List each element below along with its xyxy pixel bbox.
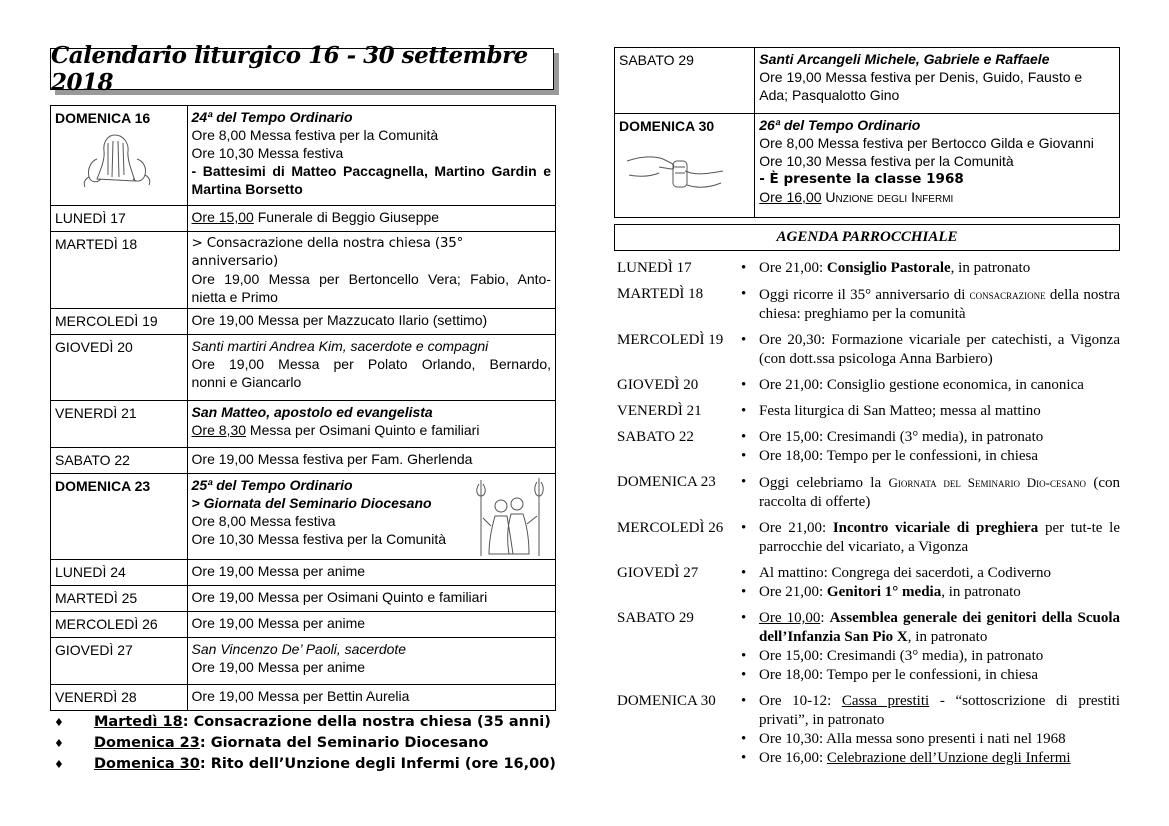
event-line: Ore 16,00 Unzione degli Infermi — [759, 189, 954, 205]
calendar-table-right — [614, 47, 1120, 218]
agenda-items — [735, 331, 1120, 369]
agenda-row — [617, 259, 1120, 278]
saint-name: San Matteo, apostolo ed evangelista — [191, 404, 433, 420]
event-line: nonni e Giancarlo — [191, 374, 302, 390]
agenda-items — [735, 285, 1120, 324]
agenda-items — [735, 376, 1120, 395]
list-item: ♦ Domenica 23: Giornata del Seminario Diocesano — [50, 733, 556, 754]
event-line: Ore 8,00 Messa festiva per la Comunità — [191, 127, 439, 143]
event-line: Ore 19,00 Messa per anime — [187, 612, 555, 638]
event-line: Ore 8,30 Messa per Osimani Quinto e familiari — [191, 422, 480, 438]
day-cell — [615, 114, 755, 218]
event-line: Ore 19,00 Messa per Osimani Quinto e familiari — [187, 586, 555, 612]
agenda-row — [617, 331, 1120, 369]
liturgical-title: 26ª del Tempo Ordinario — [759, 117, 921, 133]
list-item: • Ore 18,00: Tempo per le confessioni, in chiesa — [735, 447, 1120, 466]
agenda-day: GIOVEDÌ 27 — [617, 565, 699, 581]
agenda-items — [735, 519, 1120, 557]
day-label: GIOVEDÌ 27 — [51, 638, 188, 685]
day-label: VENERDÌ 21 — [51, 401, 188, 448]
liturgical-title: 24ª del Tempo Ordinario — [191, 109, 353, 125]
list-item: • Ore 21,00: Consiglio Pastorale, in patronato — [735, 259, 1120, 278]
calendar-table-left — [50, 105, 556, 711]
table-row — [51, 638, 556, 685]
day-label: SABATO 29 — [615, 48, 755, 114]
list-item: • Ore 18,00: Tempo per le confessioni, in chiesa — [735, 666, 1120, 685]
day-label: SABATO 22 — [51, 448, 188, 474]
table-row — [51, 685, 556, 711]
table-row — [51, 232, 556, 309]
event-line: Ore 19,00 Messa per Polato Orlando, Bernardo, — [191, 356, 551, 372]
event-line: Ore 19,00 Messa festiva per Fam. Gherlenda — [187, 448, 555, 474]
list-item: • Festa liturgica di San Matteo; messa al mattino — [735, 402, 1120, 421]
event-cell — [755, 48, 1120, 114]
day-label: DOMENICA 23 — [51, 474, 188, 560]
agenda-items — [735, 402, 1120, 421]
title-box — [50, 42, 554, 96]
event-line: Martina Borsetto — [191, 181, 303, 197]
highlights-list — [50, 712, 556, 775]
day-label: LUNEDÌ 24 — [51, 560, 188, 586]
agenda-items — [735, 428, 1120, 466]
agenda-row — [617, 519, 1120, 557]
table-row — [51, 401, 556, 448]
agenda-day: DOMENICA 30 — [617, 693, 716, 709]
agenda-day: LUNEDÌ 17 — [617, 260, 692, 276]
day-label: VENERDÌ 28 — [51, 685, 188, 711]
list-item: • Al mattino: Congrega dei sacerdoti, a Codiverno — [735, 564, 1120, 583]
table-row — [51, 206, 556, 232]
agenda-list — [617, 259, 1120, 775]
agenda-day: MERCOLEDÌ 19 — [617, 332, 724, 348]
day-label: DOMENICA 30 — [619, 118, 715, 134]
agenda-day: MERCOLEDÌ 26 — [617, 520, 724, 536]
event-cell — [187, 474, 555, 560]
saint-name: Santi martiri Andrea Kim, sacerdote e compagni — [191, 338, 489, 354]
list-item: ♦ Domenica 30: Rito dell’Unzione degli Infermi (ore 16,00) — [50, 754, 556, 775]
event-line: Ore 19,00 Messa per anime — [191, 659, 366, 675]
event-cell — [187, 638, 555, 685]
event-line: Ore 10,30 Messa festiva per la Comunità — [191, 531, 447, 547]
table-row — [51, 474, 556, 560]
event-line: Ore 19,00 Messa per anime — [187, 560, 555, 586]
agenda-row — [617, 564, 1120, 602]
event-line: Ore 8,00 Messa festiva — [191, 513, 336, 529]
list-item: • Oggi celebriamo la Giornata del Seminario Dio-cesano (con raccolta di offerte) — [735, 473, 1120, 512]
diamond-bullet-icon: ♦ — [54, 737, 64, 750]
day-label: MERCOLEDÌ 19 — [51, 309, 188, 335]
event-line: Ada; Pasqualotto Gino — [759, 87, 900, 103]
agenda-title: AGENDA PARROCCHIALE — [776, 229, 958, 245]
event-line: Ore 10,30 Messa festiva — [191, 145, 344, 161]
saint-name: San Vincenzo De’ Paoli, sacerdote — [191, 641, 407, 657]
agenda-row — [617, 402, 1120, 421]
agenda-day: MARTEDÌ 18 — [617, 286, 704, 302]
event-cell — [187, 206, 555, 232]
agenda-items — [735, 692, 1120, 768]
event-line: Funerale di Beggio Giuseppe — [257, 209, 440, 225]
table-row — [51, 335, 556, 401]
event-line: Ore 19,00 Messa festiva per Denis, Guido, Fausto e — [759, 69, 1083, 85]
event-line: Ore 19,00 Messa per Mazzucato Ilario (settimo) — [187, 309, 555, 335]
list-item: • Ore 21,00: Genitori 1° media, in patronato — [735, 583, 1120, 602]
day-label: LUNEDÌ 17 — [51, 206, 188, 232]
diamond-bullet-icon: ♦ — [54, 716, 64, 729]
list-item: • Oggi ricorre il 35° anniversario di consacrazione della nostra chiesa: preghiamo per la comunità — [735, 285, 1120, 324]
baptism-illustration-icon — [77, 129, 157, 191]
list-item: • Ore 15,00: Cresimandi (3° media), in patronato — [735, 647, 1120, 666]
agenda-day: GIOVEDÌ 20 — [617, 377, 699, 393]
saint-name: Santi Arcangeli Michele, Gabriele e Raffaele — [759, 51, 1050, 67]
event-cell — [187, 232, 555, 309]
day-cell — [51, 106, 188, 206]
event-line: > Consacrazione della nostra chiesa (35° anniversario) — [191, 235, 464, 269]
agenda-row — [617, 609, 1120, 685]
event-line: - È presente la classe 1968 — [759, 171, 964, 187]
agenda-row — [617, 285, 1120, 324]
list-item: • Ore 21,00: Consiglio gestione economica, in canonica — [735, 376, 1120, 395]
list-item: ♦ Martedì 18: Consacrazione della nostra chiesa (35 anni) — [50, 712, 556, 733]
day-label: MARTEDÌ 18 — [51, 232, 188, 309]
agenda-day: SABATO 29 — [617, 610, 694, 626]
table-row — [51, 106, 556, 206]
diamond-bullet-icon: ♦ — [54, 758, 64, 771]
list-item: • Ore 20,30: Formazione vicariale per catechisti, a Vigonza (con dott.ssa psicologa Anna Barbiero) — [735, 331, 1120, 369]
liturgical-title: 25ª del Tempo Ordinario — [191, 477, 353, 493]
seminarians-illustration-icon — [467, 476, 553, 558]
table-row — [51, 586, 556, 612]
list-item: • Ore 10,00: Assemblea generale dei genitori della Scuola dell’Infanzia San Pio X, in patronato — [735, 609, 1120, 647]
agenda-title-box — [614, 224, 1120, 251]
anointing-hands-illustration-icon — [625, 141, 725, 197]
agenda-day: DOMENICA 23 — [617, 474, 716, 490]
event-line: Ore 19,00 Messa per Bertoncello Vera; Fabio, Anto- — [191, 271, 551, 287]
event-line: Ore 19,00 Messa per Bettin Aurelia — [187, 685, 555, 711]
agenda-row — [617, 428, 1120, 466]
table-row — [615, 48, 1120, 114]
agenda-items — [735, 609, 1120, 685]
event-time: Ore 15,00 — [191, 209, 254, 225]
table-row — [51, 448, 556, 474]
list-item: • Ore 10,30: Alla messa sono presenti i nati nel 1968 — [735, 730, 1120, 749]
event-cell — [187, 106, 555, 206]
table-row — [51, 309, 556, 335]
agenda-items — [735, 564, 1120, 602]
list-item: • Ore 10-12: Cassa prestiti - “sottoscrizione di prestiti privati”, in patronato — [735, 692, 1120, 730]
agenda-row — [617, 692, 1120, 768]
day-label: DOMENICA 16 — [55, 110, 151, 126]
event-line: nietta e Primo — [191, 289, 278, 305]
table-row — [51, 612, 556, 638]
event-cell — [187, 401, 555, 448]
day-label: MERCOLEDÌ 26 — [51, 612, 188, 638]
table-row — [51, 560, 556, 586]
event-line: Ore 8,00 Messa festiva per Bertocco Gilda e Giovanni — [759, 135, 1094, 151]
list-item: • Ore 21,00: Incontro vicariale di preghiera per tut-te le parrocchie del vicariato, a Vigonza — [735, 519, 1120, 557]
agenda-row — [617, 376, 1120, 395]
agenda-items — [735, 259, 1120, 278]
event-line: Ore 10,30 Messa festiva per la Comunità — [759, 153, 1014, 169]
page-title: Calendario liturgico 16 - 30 settembre 2018 — [51, 42, 528, 96]
event-cell — [187, 335, 555, 401]
agenda-day: VENERDÌ 21 — [617, 403, 702, 419]
table-row — [615, 114, 1120, 218]
event-line: > Giornata del Seminario Diocesano — [191, 495, 432, 511]
agenda-day: SABATO 22 — [617, 429, 694, 445]
agenda-row — [617, 473, 1120, 512]
event-line: - Battesimi di Matteo Paccagnella, Martino Gardin e — [191, 163, 551, 179]
agenda-items — [735, 473, 1120, 512]
list-item: • Ore 15,00: Cresimandi (3° media), in patronato — [735, 428, 1120, 447]
list-item: • Ore 16,00: Celebrazione dell’Unzione degli Infermi — [735, 749, 1120, 768]
event-cell — [755, 114, 1120, 218]
day-label: MARTEDÌ 25 — [51, 586, 188, 612]
day-label: GIOVEDÌ 20 — [51, 335, 188, 401]
